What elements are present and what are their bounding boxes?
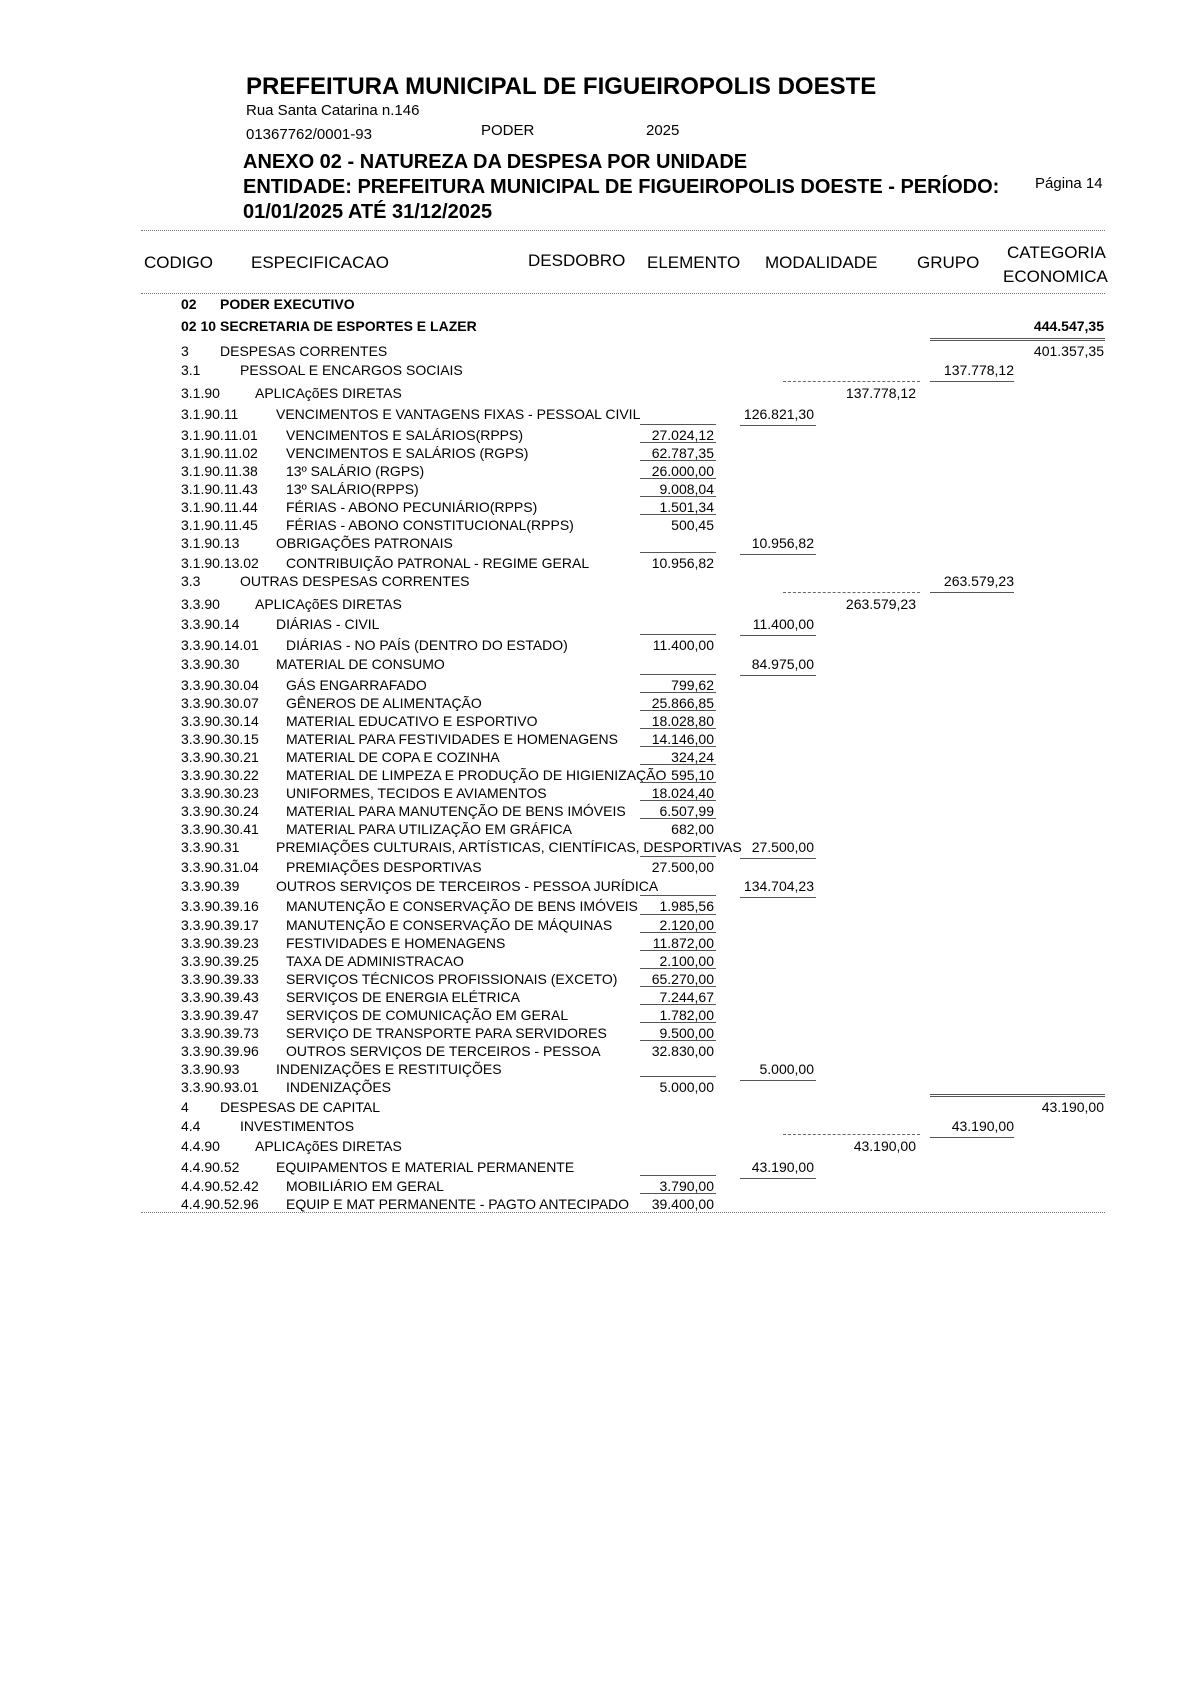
row-desdobro-value: 11.400,00 — [652, 637, 714, 653]
subtotal-rule — [640, 986, 716, 987]
row-code: 4.4 — [181, 1118, 201, 1134]
row-code: 3.1.90.11.38 — [181, 463, 258, 479]
subtotal-rule — [640, 746, 716, 747]
row-elemento-value: 27.500,00 — [751, 839, 814, 855]
row-code: 4.4.90.52.96 — [181, 1196, 259, 1212]
row-categoria-value: 444.547,35 — [1033, 318, 1104, 334]
subtotal-rule — [640, 800, 716, 801]
address: Rua Santa Catarina n.146 — [246, 102, 420, 119]
table-row — [0, 656, 1191, 674]
row-description: GÊNEROS DE ALIMENTAÇÃO — [286, 695, 482, 711]
subtotal-rule — [640, 1076, 716, 1077]
row-description: DIÁRIAS - NO PAÍS (DENTRO DO ESTADO) — [286, 637, 568, 653]
subtotal-rule — [640, 710, 716, 711]
row-desdobro-value: 10.956,82 — [651, 555, 714, 571]
table-row — [0, 616, 1191, 634]
row-description: FÉRIAS - ABONO CONSTITUCIONAL(RPPS) — [286, 517, 574, 533]
row-description: CONTRIBUIÇÃO PATRONAL - REGIME GERAL — [286, 555, 590, 571]
row-code: 3.3.90.30.24 — [181, 803, 259, 819]
subtotal-rule — [640, 692, 716, 693]
row-description: SERVIÇO DE TRANSPORTE PARA SERVIDORES — [286, 1025, 607, 1041]
subtotal-rule — [640, 496, 716, 497]
table-row — [0, 1138, 1191, 1156]
row-desdobro-value: 799,62 — [671, 677, 714, 693]
header-divider — [141, 230, 1105, 231]
row-elemento-value: 126.821,30 — [743, 406, 814, 422]
row-desdobro-value: 27.500,00 — [651, 859, 714, 875]
row-description: GÁS ENGARRAFADO — [286, 677, 427, 693]
row-description: VENCIMENTOS E SALÁRIOS(RPPS) — [286, 427, 524, 443]
row-code: 3.1.90.11.02 — [181, 445, 258, 461]
subtotal-rule — [640, 634, 716, 635]
row-code: 3.3.90.93 — [181, 1061, 240, 1077]
row-code: 3.3.90.30 — [181, 656, 240, 672]
row-code: 3.3.90.30.41 — [181, 821, 259, 837]
row-desdobro-value: 1.501,34 — [659, 499, 714, 515]
table-row — [0, 839, 1191, 857]
row-description: VENCIMENTOS E SALÁRIOS (RGPS) — [286, 445, 529, 461]
table-row — [0, 535, 1191, 553]
row-modalidade-value: 43.190,00 — [853, 1138, 916, 1154]
row-description: MATERIAL PARA UTILIZAÇÃO EM GRÁFICA — [286, 821, 573, 837]
subtotal-rule — [930, 1094, 1105, 1097]
col-codigo: CODIGO — [144, 253, 213, 272]
row-description: OUTRAS DESPESAS CORRENTES — [240, 573, 470, 589]
row-desdobro-value: 32.830,00 — [651, 1043, 714, 1059]
row-description: SERVIÇOS DE COMUNICAÇÃO EM GERAL — [286, 1007, 569, 1023]
subtotal-rule — [640, 1040, 716, 1041]
row-code: 3.3.90.39.23 — [181, 935, 259, 951]
row-description: MATERIAL DE CONSUMO — [276, 656, 445, 672]
row-description: 13º SALÁRIO (RGPS) — [286, 463, 425, 479]
table-row — [0, 878, 1191, 896]
row-code: 3.3.90.31.04 — [181, 859, 259, 875]
table-row — [0, 573, 1191, 591]
row-desdobro-value: 3.790,00 — [659, 1178, 714, 1194]
table-row — [0, 1043, 1191, 1061]
row-desdobro-value: 7.244,67 — [659, 989, 714, 1005]
row-code: 3 — [181, 343, 189, 359]
table-row — [0, 695, 1191, 713]
row-code: 02 10 — [181, 318, 217, 334]
row-code: 3.3.90.39.73 — [181, 1025, 259, 1041]
table-row — [0, 971, 1191, 989]
row-code: 3.3.90.39.16 — [181, 898, 259, 914]
row-desdobro-value: 2.100,00 — [659, 953, 714, 969]
subtotal-rule — [640, 478, 716, 479]
row-desdobro-value: 11.872,00 — [652, 935, 714, 951]
row-desdobro-value: 1.985,56 — [659, 898, 714, 914]
subtotal-rule — [640, 818, 716, 819]
row-desdobro-value: 682,00 — [671, 821, 714, 837]
col-elemento: ELEMENTO — [647, 253, 741, 272]
table-row — [0, 1061, 1191, 1079]
subtotal-rule — [640, 764, 716, 765]
row-description: FESTIVIDADES E HOMENAGENS — [286, 935, 506, 951]
subtotal-rule — [783, 381, 920, 382]
row-desdobro-value: 14.146,00 — [651, 731, 714, 747]
subtotal-rule — [783, 1134, 920, 1135]
row-code: 3.3.90.30.15 — [181, 731, 259, 747]
table-row — [0, 385, 1191, 403]
table-row — [0, 749, 1191, 767]
row-description: MANUTENÇÃO E CONSERVAÇÃO DE BENS IMÓVEIS — [286, 898, 638, 914]
table-row — [0, 713, 1191, 731]
row-code: 3.1.90.11.44 — [181, 499, 258, 515]
row-desdobro-value: 18.028,80 — [651, 713, 714, 729]
row-desdobro-value: 25.866,85 — [651, 695, 714, 711]
row-description: MATERIAL PARA FESTIVIDADES E HOMENAGENS — [286, 731, 618, 747]
table-row — [0, 517, 1191, 535]
row-code: 3.1.90.13.02 — [181, 555, 259, 571]
table-row — [0, 917, 1191, 935]
row-code: 3.3.90.39 — [181, 878, 240, 894]
row-description: PODER EXECUTIVO — [220, 296, 355, 312]
row-code: 3.1.90.11.01 — [181, 427, 258, 443]
table-row — [0, 953, 1191, 971]
table-row — [0, 445, 1191, 463]
subtotal-rule — [640, 856, 716, 857]
row-code: 3.1.90.11.43 — [181, 481, 258, 497]
table-row — [0, 1178, 1191, 1196]
table-row — [0, 1025, 1191, 1043]
subtotal-rule — [640, 514, 716, 515]
row-code: 3.3.90.39.17 — [181, 917, 259, 933]
table-row — [0, 343, 1191, 361]
row-elemento-value: 11.400,00 — [752, 616, 814, 632]
row-grupo-value: 263.579,23 — [943, 573, 1014, 589]
page-number: Página 14 — [1035, 175, 1103, 192]
table-row — [0, 318, 1191, 336]
row-desdobro-value: 324,24 — [671, 749, 714, 765]
table-row — [0, 989, 1191, 1007]
row-description: MOBILIÁRIO EM GERAL — [286, 1178, 444, 1194]
row-code: 3.1.90.13 — [181, 535, 240, 551]
row-grupo-value: 137.778,12 — [943, 362, 1014, 378]
row-desdobro-value: 9.500,00 — [659, 1025, 714, 1041]
row-description: INVESTIMENTOS — [240, 1118, 355, 1134]
row-code: 4 — [181, 1099, 189, 1115]
row-categoria-value: 401.357,35 — [1033, 343, 1104, 359]
subtotal-rule — [640, 950, 716, 951]
row-description: PREMIAÇÕES CULTURAIS, ARTÍSTICAS, CIENTÍFICAS, DESPORTIVAS — [276, 839, 742, 855]
row-description: VENCIMENTOS E VANTAGENS FIXAS - PESSOAL CIVIL — [276, 406, 641, 422]
row-code: 3.3.90.39.33 — [181, 971, 259, 987]
annex-title: ANEXO 02 - NATUREZA DA DESPESA POR UNIDADE — [243, 151, 748, 173]
table-row — [0, 555, 1191, 573]
row-code: 3.3.90 — [181, 596, 220, 612]
row-code: 4.4.90 — [181, 1138, 220, 1154]
columns-divider — [141, 293, 1105, 294]
row-code: 02 — [181, 296, 197, 312]
row-description: SERVIÇOS TÉCNICOS PROFISSIONAIS (EXCETO) — [286, 971, 618, 987]
subtotal-rule — [640, 1022, 716, 1023]
row-description: FÉRIAS - ABONO PECUNIÁRIO(RPPS) — [286, 499, 538, 515]
subtotal-rule — [640, 674, 716, 675]
subtotal-rule — [640, 424, 716, 425]
subtotal-rule — [640, 728, 716, 729]
row-description: MATERIAL DE COPA E COZINHA — [286, 749, 500, 765]
row-description: DESPESAS DE CAPITAL — [220, 1099, 381, 1115]
row-description: DIÁRIAS - CIVIL — [276, 616, 380, 632]
row-desdobro-value: 5.000,00 — [659, 1079, 714, 1095]
table-row — [0, 596, 1191, 614]
row-description: SECRETARIA DE ESPORTES E LAZER — [220, 318, 477, 334]
subtotal-rule — [740, 425, 816, 426]
row-description: INDENIZAÇÕES E RESTITUIÇÕES — [276, 1061, 502, 1077]
row-description: APLICAçõES DIRETAS — [255, 596, 402, 612]
subtotal-rule — [640, 442, 716, 443]
year: 2025 — [646, 122, 680, 139]
table-row — [0, 1159, 1191, 1177]
row-desdobro-value: 26.000,00 — [651, 463, 714, 479]
cnpj: 01367762/0001-93 — [246, 126, 372, 143]
row-description: PESSOAL E ENCARGOS SOCIAIS — [240, 362, 463, 378]
subtotal-rule — [640, 552, 716, 553]
table-row — [0, 821, 1191, 839]
row-code: 3.3.90.39.47 — [181, 1007, 259, 1023]
row-description: DESPESAS CORRENTES — [220, 343, 388, 359]
row-description: OUTROS SERVIÇOS DE TERCEIROS - PESSOA — [286, 1043, 601, 1059]
subtotal-rule — [640, 460, 716, 461]
row-description: INDENIZAÇÕES — [286, 1079, 392, 1095]
poder-label: PODER — [481, 122, 535, 139]
table-row — [0, 859, 1191, 877]
row-code: 3.3.90.93.01 — [181, 1079, 259, 1095]
table-row — [0, 898, 1191, 916]
subtotal-rule — [640, 895, 716, 896]
row-code: 3.3.90.30.14 — [181, 713, 259, 729]
table-row — [0, 803, 1191, 821]
row-description: MATERIAL DE LIMPEZA E PRODUÇÃO DE HIGIENIZAÇÃO — [286, 767, 667, 783]
table-row — [0, 677, 1191, 695]
row-elemento-value: 84.975,00 — [751, 656, 814, 672]
row-desdobro-value: 500,45 — [671, 517, 714, 533]
table-row — [0, 296, 1191, 314]
table-row — [0, 1099, 1191, 1117]
col-grupo: GRUPO — [917, 253, 980, 272]
row-desdobro-value: 595,10 — [671, 767, 714, 783]
table-row — [0, 785, 1191, 803]
row-code: 3.3.90.30.21 — [181, 749, 259, 765]
table-row — [0, 481, 1191, 499]
row-description: SERVIÇOS DE ENERGIA ELÉTRICA — [286, 989, 520, 1005]
row-code: 3.3 — [181, 573, 201, 589]
table-row — [0, 463, 1191, 481]
subtotal-rule — [930, 592, 1014, 593]
subtotal-rule — [640, 1193, 716, 1194]
subtotal-rule — [640, 914, 716, 915]
row-description: MATERIAL PARA MANUTENÇÃO DE BENS IMÓVEIS — [286, 803, 626, 819]
row-code: 3.3.90.30.04 — [181, 677, 259, 693]
row-description: OUTROS SERVIÇOS DE TERCEIROS - PESSOA JURÍDICA — [276, 878, 659, 894]
table-row — [0, 935, 1191, 953]
row-elemento-value: 5.000,00 — [759, 1061, 814, 1077]
row-description: MATERIAL EDUCATIVO E ESPORTIVO — [286, 713, 538, 729]
row-code: 3.3.90.39.96 — [181, 1043, 259, 1059]
table-row — [0, 1118, 1191, 1136]
col-especificacao: ESPECIFICACAO — [251, 253, 389, 272]
subtotal-rule — [640, 968, 716, 969]
subtotal-rule — [930, 381, 1014, 382]
col-modalidade: MODALIDADE — [765, 253, 878, 272]
row-code: 3.1.90 — [181, 385, 220, 401]
row-code: 3.3.90.31 — [181, 839, 240, 855]
subtotal-rule — [930, 338, 1105, 341]
row-modalidade-value: 137.778,12 — [845, 385, 916, 401]
period-line: 01/01/2025 ATÉ 31/12/2025 — [243, 201, 493, 223]
row-desdobro-value: 65.270,00 — [651, 971, 714, 987]
row-desdobro-value: 6.507,99 — [659, 803, 714, 819]
col-categoria: CATEGORIA — [1007, 243, 1106, 262]
entity-line: ENTIDADE: PREFEITURA MUNICIPAL DE FIGUEIROPOLIS DOESTE - PERÍODO: — [243, 176, 1000, 198]
row-code: 3.3.90.30.22 — [181, 767, 259, 783]
subtotal-rule — [740, 675, 816, 676]
table-row — [0, 1007, 1191, 1025]
row-description: APLICAçõES DIRETAS — [255, 1138, 402, 1154]
row-code: 3.3.90.39.25 — [181, 953, 259, 969]
row-code: 3.3.90.30.23 — [181, 785, 259, 801]
subtotal-rule — [740, 635, 816, 636]
table-bottom-divider — [141, 1212, 1105, 1213]
row-elemento-value: 43.190,00 — [751, 1159, 814, 1175]
subtotal-rule — [640, 1175, 716, 1176]
row-desdobro-value: 1.782,00 — [659, 1007, 714, 1023]
row-categoria-value: 43.190,00 — [1041, 1099, 1104, 1115]
row-code: 3.3.90.14.01 — [181, 637, 259, 653]
row-code: 4.4.90.52 — [181, 1159, 240, 1175]
row-description: EQUIPAMENTOS E MATERIAL PERMANENTE — [276, 1159, 575, 1175]
row-desdobro-value: 2.120,00 — [659, 917, 714, 933]
table-row — [0, 637, 1191, 655]
row-desdobro-value: 39.400,00 — [651, 1196, 714, 1212]
table-row — [0, 427, 1191, 445]
subtotal-rule — [783, 592, 920, 593]
row-grupo-value: 43.190,00 — [951, 1118, 1014, 1134]
row-code: 3.1 — [181, 362, 201, 378]
row-description: 13º SALÁRIO(RPPS) — [286, 481, 419, 497]
col-economica: ECONOMICA — [1003, 267, 1108, 286]
row-modalidade-value: 263.579,23 — [845, 596, 916, 612]
table-row — [0, 406, 1191, 424]
table-row — [0, 731, 1191, 749]
row-code: 3.3.90.39.43 — [181, 989, 259, 1005]
row-code: 3.3.90.30.07 — [181, 695, 259, 711]
table-row — [0, 767, 1191, 785]
row-desdobro-value: 62.787,35 — [651, 445, 714, 461]
row-code: 3.1.90.11.45 — [181, 517, 258, 533]
row-code: 3.3.90.14 — [181, 616, 240, 632]
col-desdobro: DESDOBRO — [528, 251, 626, 270]
row-desdobro-value: 18.024,40 — [651, 785, 714, 801]
row-elemento-value: 10.956,82 — [751, 535, 814, 551]
report-title: PREFEITURA MUNICIPAL DE FIGUEIROPOLIS DOESTE — [246, 73, 877, 100]
row-description: APLICAçõES DIRETAS — [255, 385, 402, 401]
row-code: 4.4.90.52.42 — [181, 1178, 259, 1194]
row-desdobro-value: 27.024,12 — [651, 427, 714, 443]
row-description: MANUTENÇÃO E CONSERVAÇÃO DE MÁQUINAS — [286, 917, 613, 933]
table-row — [0, 362, 1191, 380]
subtotal-rule — [640, 782, 716, 783]
table-row — [0, 499, 1191, 517]
subtotal-rule — [640, 932, 716, 933]
row-elemento-value: 134.704,23 — [743, 878, 814, 894]
row-desdobro-value: 9.008,04 — [659, 481, 714, 497]
subtotal-rule — [640, 1004, 716, 1005]
row-description: UNIFORMES, TECIDOS E AVIAMENTOS — [286, 785, 547, 801]
row-code: 3.1.90.11 — [181, 406, 239, 422]
row-description: PREMIAÇÕES DESPORTIVAS — [286, 859, 482, 875]
row-description: EQUIP E MAT PERMANENTE - PAGTO ANTECIPADO — [286, 1196, 630, 1212]
row-description: TAXA DE ADMINISTRACAO — [286, 953, 464, 969]
row-description: OBRIGAÇÕES PATRONAIS — [276, 535, 453, 551]
